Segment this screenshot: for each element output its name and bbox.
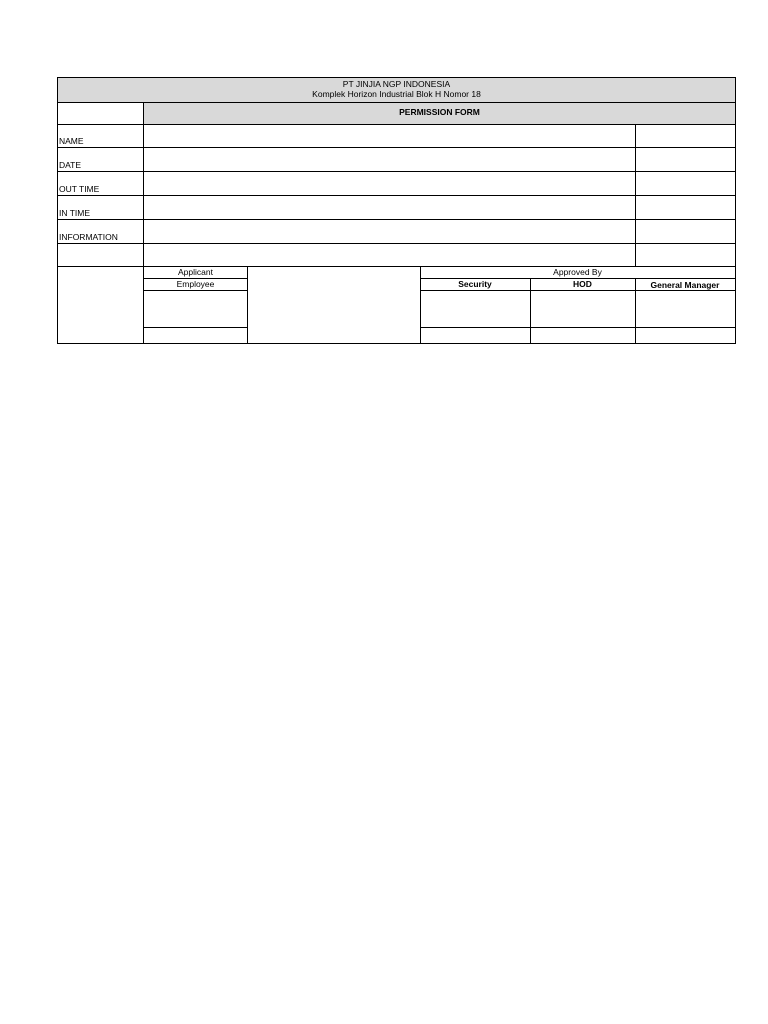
form-title: PERMISSION FORM: [399, 107, 480, 117]
approved-by-header: Approved By: [553, 267, 602, 277]
field-label-date: DATE: [59, 160, 82, 170]
date-extra-cell[interactable]: [636, 148, 735, 171]
information-value-cell[interactable]: [144, 220, 635, 267]
field-label-out-time: OUT TIME: [59, 184, 100, 194]
field-label-name: NAME: [59, 136, 84, 146]
field-label-information: INFORMATION: [59, 232, 118, 242]
applicant-header: Applicant: [178, 267, 213, 277]
applicant-role: Employee: [176, 279, 215, 289]
general-manager-name-box[interactable]: [636, 328, 735, 343]
in-time-value-cell[interactable]: [144, 196, 635, 219]
out-time-value-cell[interactable]: [144, 172, 635, 195]
approver-general-manager: General Manager: [650, 280, 720, 290]
hod-signature-box[interactable]: [531, 291, 635, 327]
security-signature-box[interactable]: [421, 291, 530, 327]
in-time-extra-cell[interactable]: [636, 196, 735, 219]
applicant-signature-box[interactable]: [144, 291, 247, 327]
approver-hod: HOD: [573, 279, 592, 289]
general-manager-signature-box[interactable]: [636, 291, 735, 327]
name-extra-cell[interactable]: [636, 125, 735, 147]
company-address: Komplek Horizon Industrial Blok H Nomor 18: [312, 89, 481, 99]
approver-security: Security: [458, 279, 492, 289]
company-name: PT JINJIA NGP INDONESIA: [342, 79, 451, 89]
security-name-box[interactable]: [421, 328, 530, 343]
date-value-cell[interactable]: [144, 148, 635, 171]
hod-name-box[interactable]: [531, 328, 635, 343]
field-label-in-time: IN TIME: [59, 208, 91, 218]
name-value-cell[interactable]: [144, 125, 635, 147]
out-time-extra-cell[interactable]: [636, 172, 735, 195]
permission-form: [57, 77, 736, 344]
information-extra-cell[interactable]: [636, 220, 735, 267]
applicant-name-box[interactable]: [144, 328, 247, 343]
